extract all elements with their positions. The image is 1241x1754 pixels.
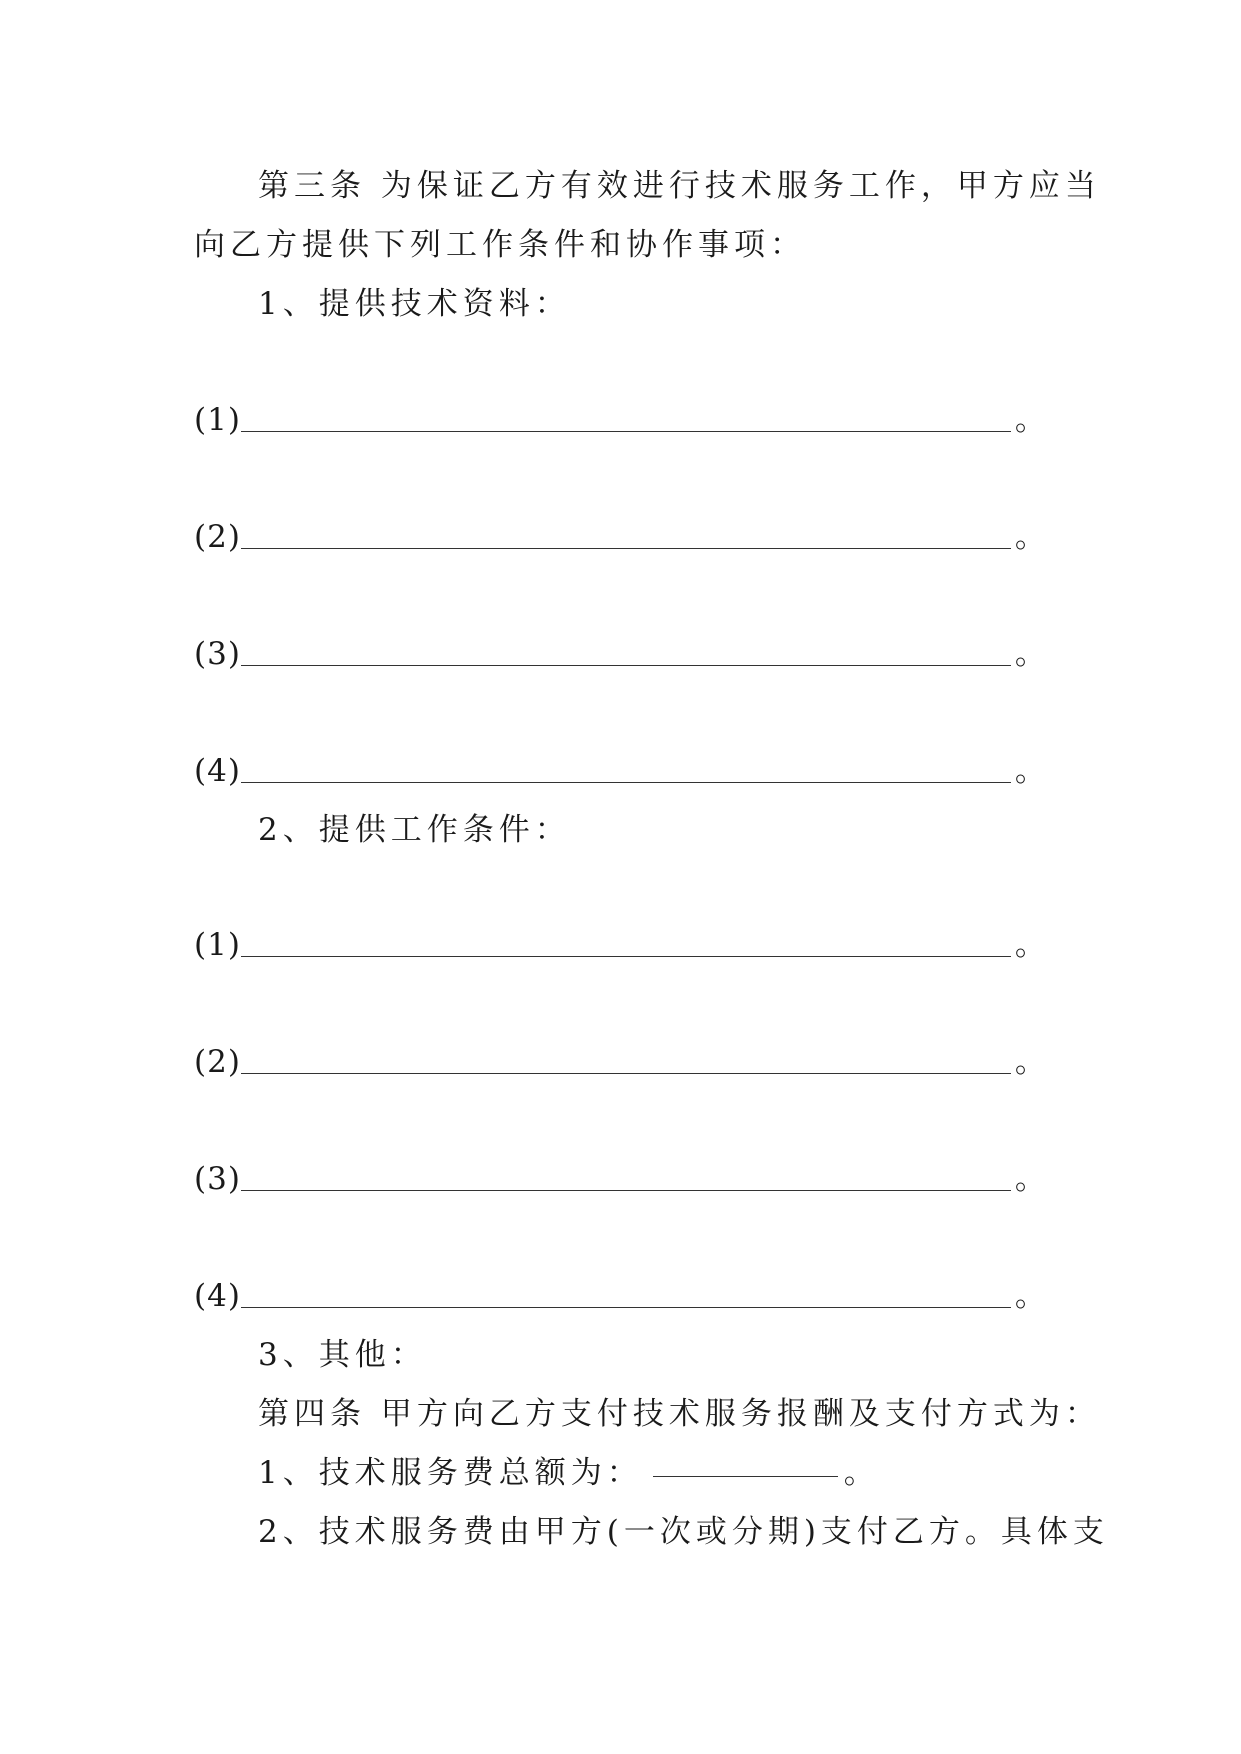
item-end: 。 xyxy=(1014,519,1046,555)
fill-in-blank xyxy=(241,431,1011,432)
fill-in-blank xyxy=(241,548,1011,549)
item-label: (2) xyxy=(194,1044,241,1080)
section2-item-3 xyxy=(194,1159,1046,1199)
article3-line1: 第三条 为保证乙方有效进行技术服务工作，甲方应当 xyxy=(258,168,1101,204)
section3-heading: 3、其他： xyxy=(258,1337,427,1373)
article4-item-2: 2、技术服务费由甲方(一次或分期)支付乙方。具体支 xyxy=(258,1514,1109,1550)
item-end: 。 xyxy=(1014,927,1046,963)
fill-in-blank xyxy=(241,665,1011,666)
fill-in-blank xyxy=(241,1307,1011,1308)
section1-heading: 1、提供技术资料： xyxy=(258,286,571,322)
section1-item-2 xyxy=(194,517,1046,557)
fee-total-blank xyxy=(653,1476,838,1477)
section2-item-1 xyxy=(194,925,1046,965)
item-end: 。 xyxy=(1014,1278,1046,1314)
fill-in-blank xyxy=(241,1073,1011,1074)
item-end: 。 xyxy=(1014,636,1046,672)
item-label: (4) xyxy=(194,1278,241,1314)
item-end: 。 xyxy=(1014,1044,1046,1080)
section2-item-2 xyxy=(194,1042,1046,1082)
article3-line2: 向乙方提供下列工作条件和协作事项： xyxy=(194,227,806,263)
item-label: (4) xyxy=(194,753,241,789)
item-label: (2) xyxy=(194,519,241,555)
fill-in-blank xyxy=(241,782,1011,783)
section2-heading: 2、提供工作条件： xyxy=(258,812,571,848)
section1-item-3 xyxy=(194,634,1046,674)
section1-item-4 xyxy=(194,751,1046,791)
article4-heading: 第四条 甲方向乙方支付技术服务报酬及支付方式为： xyxy=(258,1396,1101,1432)
item-end: 。 xyxy=(1014,402,1046,438)
section1-item-1 xyxy=(194,400,1046,440)
fee-total-end: 。 xyxy=(843,1455,880,1491)
fill-in-blank xyxy=(241,1190,1011,1191)
section2-item-4 xyxy=(194,1276,1046,1316)
fill-in-blank xyxy=(241,956,1011,957)
item-label: (1) xyxy=(194,402,241,438)
item-end: 。 xyxy=(1014,1161,1046,1197)
fee-total-label: 1、技术服务费总额为： xyxy=(258,1455,643,1491)
item-end: 。 xyxy=(1014,753,1046,789)
item-label: (3) xyxy=(194,1161,241,1197)
article4-item-1 xyxy=(258,1453,880,1493)
item-label: (1) xyxy=(194,927,241,963)
item-label: (3) xyxy=(194,636,241,672)
